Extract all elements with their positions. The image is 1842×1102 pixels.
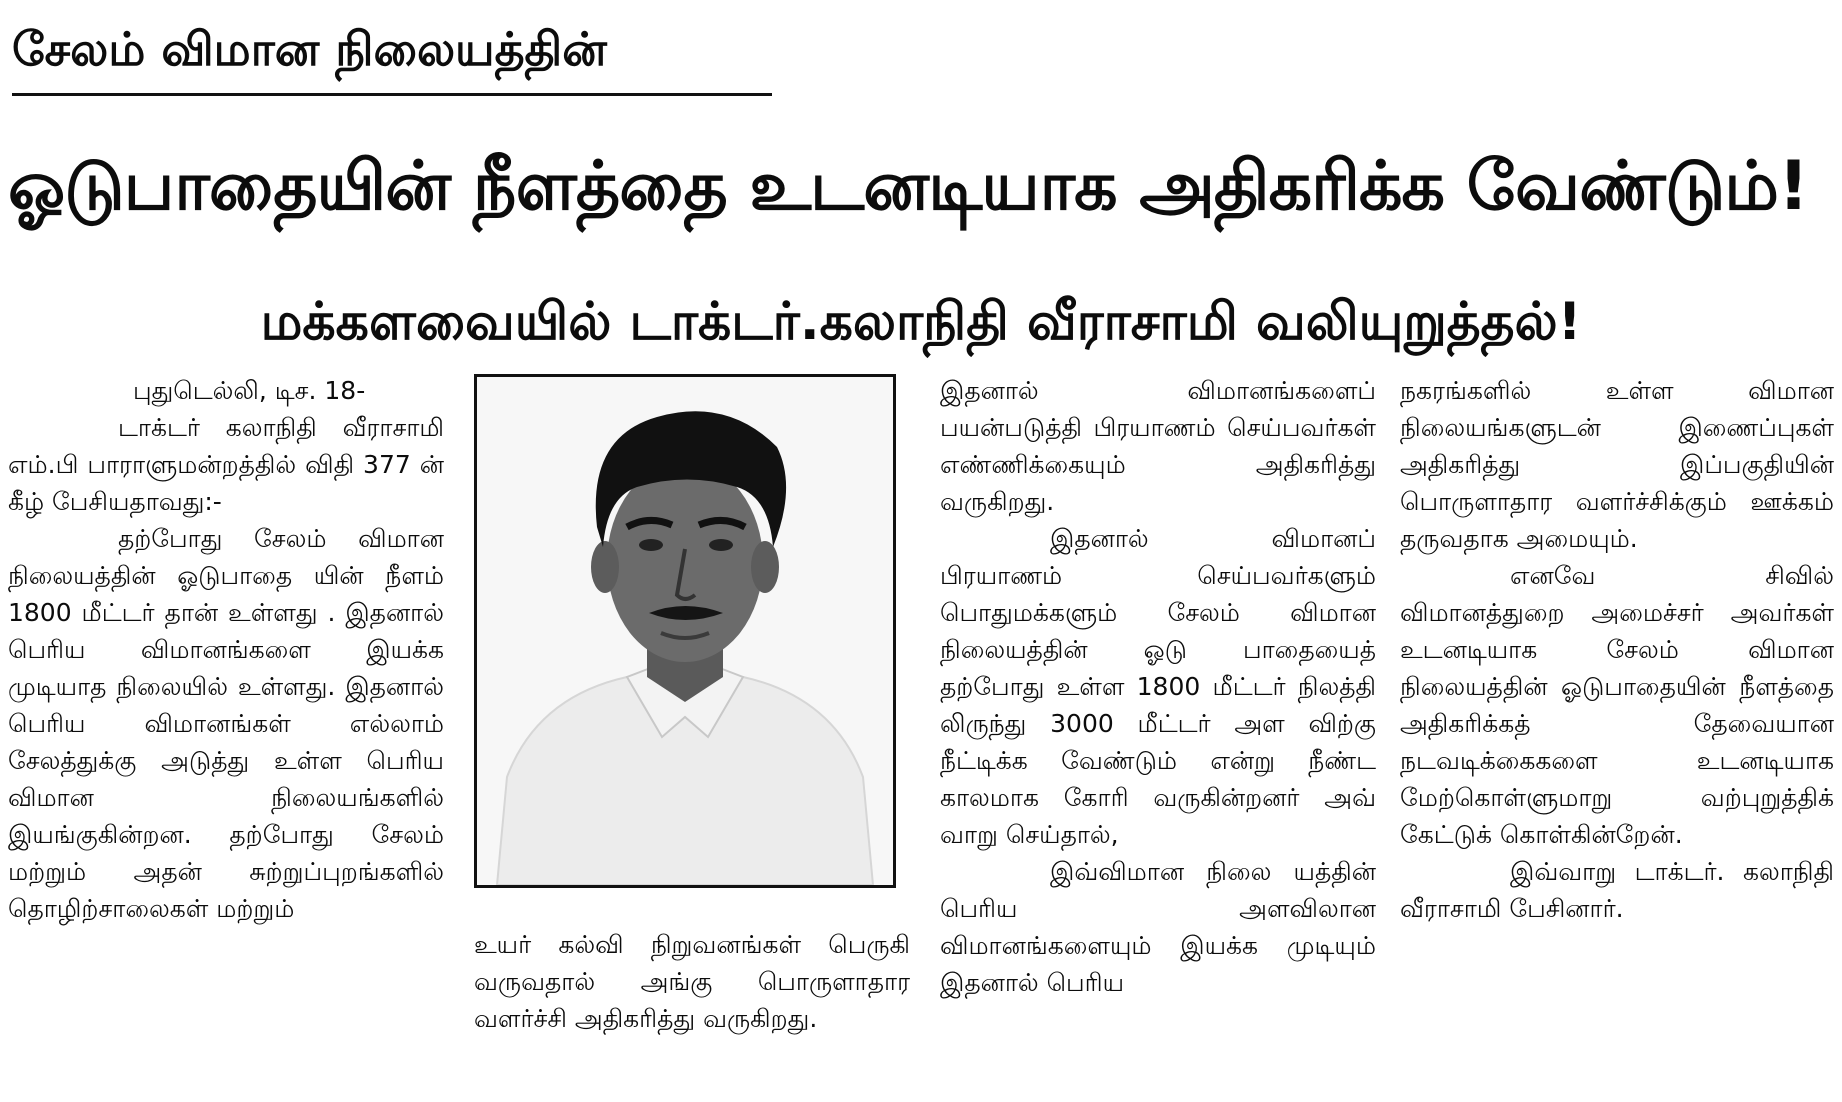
main-headline: ஓடுபாதையின் நீளத்தை உடனடியாக அதிகரிக்க வேண்டும்! — [8, 147, 1809, 226]
paragraph: நகரங்களில் உள்ள விமான நிலையங்களுடன் இணைப்புகள் அதிகரித்து இப்பகுதியின் பொருளாதார வளர்ச்சிக்கும் ஊக்கம் தருவதாக அமையும். — [1400, 376, 1834, 553]
dateline: புதுடெல்லி, டிச. 18- — [133, 376, 366, 405]
portrait-photo — [474, 374, 896, 888]
article-column-4 — [1400, 372, 1834, 1092]
article-column-3 — [940, 372, 1376, 1092]
paragraph: இவ்வாறு டாக்டர். கலாநிதி வீராசாமி பேசினார். — [1400, 857, 1834, 923]
article-column-1 — [8, 372, 444, 1092]
paragraph: இதனால் விமானப் பிரயாணம் செய்பவர்களும் பொதுமக்களும் சேலம் விமான நிலையத்தின் ஓடு பாதையைத் தற்போது உள்ள 1800 மீட்டர் நிலத்தி லிருந்து 3000 மீட்டர் அள விற்கு நீட்டிக்க வேண்டும் என்று நீண்ட காலமாக கோரி வருகின்றனர் அவ் வாறு செய்தால், — [940, 524, 1376, 849]
paragraph: எனவே சிவில் விமானத்துறை அமைச்சர் அவர்கள் உடனடியாக சேலம் விமான நிலையத்தின் ஓடுபாதையின் நீளத்தை அதிகரிக்கத் தேவையான நடவடிக்கைகளை உடனடியாக மேற்கொள்ளுமாறு வற்புறுத்திக் கேட்டுக் கொள்கின்றேன். — [1400, 561, 1834, 849]
paragraph: இவ்விமான நிலை யத்தின் பெரிய அளவிலான விமானங்களையும் இயக்க முடியும் இதனால் பெரிய — [940, 857, 1376, 997]
paragraph: டாக்டர் கலாநிதி வீராசாமி எம்.பி பாராளுமன்றத்தில் விதி 377 ன் கீழ் பேசியதாவது:- — [8, 413, 444, 516]
kicker-heading: சேலம் விமான நிலையத்தின் — [12, 14, 772, 96]
sub-headline: மக்களவையில் டாக்டர்.கலாநிதி வீராசாமி வலியுறுத்தல்! — [260, 292, 1582, 352]
article-column-2 — [474, 926, 910, 1086]
paragraph: இதனால் விமானங்களைப் பயன்படுத்தி பிரயாணம் செய்பவர்கள் எண்ணிக்கையும் அதிகரித்து வருகிறது. — [940, 376, 1376, 516]
portrait-illustration — [477, 377, 893, 885]
paragraph: உயர் கல்வி நிறுவனங்கள் பெருகி வருவதால் அங்கு பொருளாதார வளர்ச்சி அதிகரித்து வருகிறது. — [474, 930, 910, 1033]
paragraph: தற்போது சேலம் விமான நிலையத்தின் ஓடுபாதை யின் நீளம் 1800 மீட்டர் தான் உள்ளது . இதனால் பெரிய விமானங்களை இயக்க முடியாத நிலையில் உள்ளது. இதனால் பெரிய விமானங்கள் எல்லாம் சேலத்துக்கு அடுத்து உள்ள பெரிய விமான நிலையங்களில் இயங்குகின்றன. தற்போது சேலம் மற்றும் அதன் சுற்றுப்புறங்களில் தொழிற்சாலைகள் மற்றும் — [8, 524, 444, 923]
